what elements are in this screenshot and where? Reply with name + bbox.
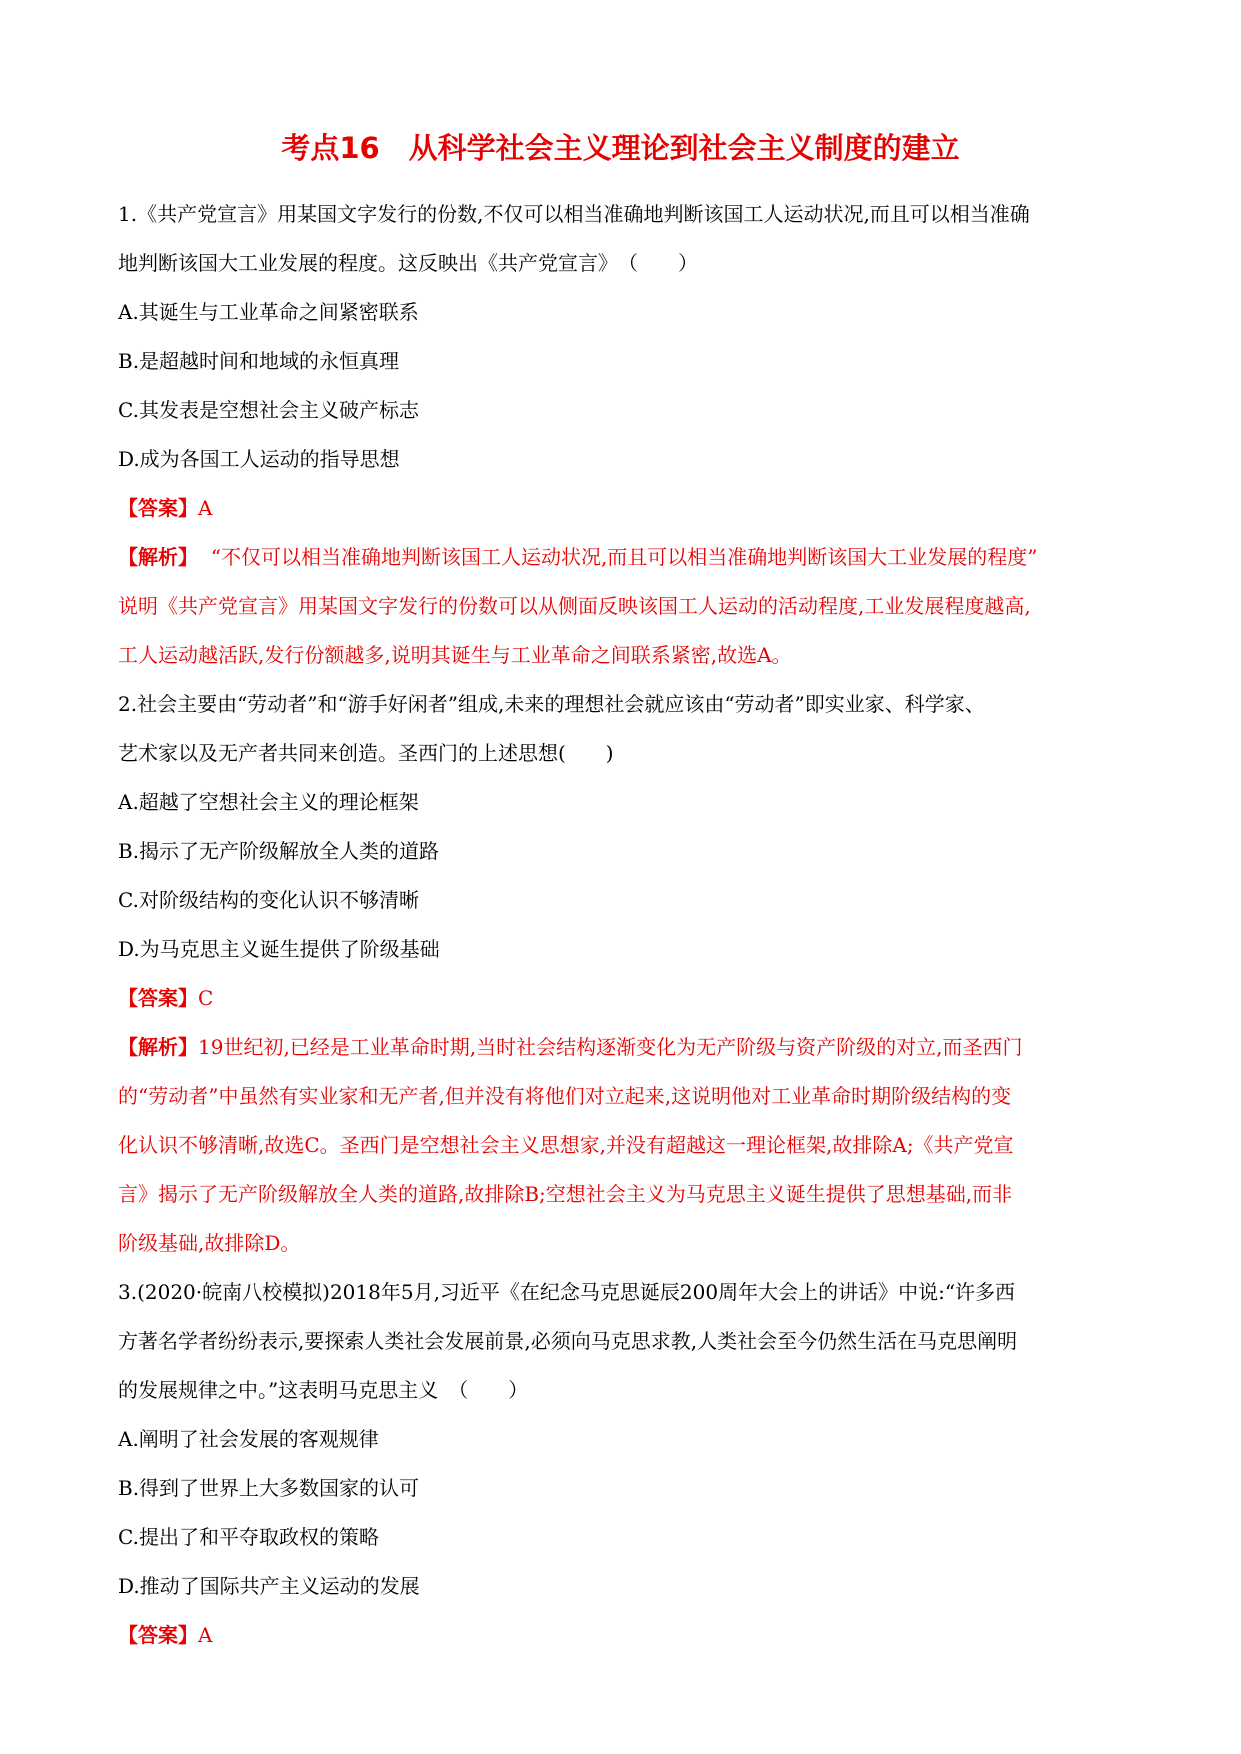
option-d: D.为马克思主义诞生提供了阶级基础: [118, 937, 440, 961]
question-stem-line: 地判断该国大工业发展的程度。这反映出《共产党宣言》 （ ）: [118, 251, 698, 275]
question-stem-line: 3.(2020·皖南八校模拟)2018年5月,习近平《在纪念马克思诞辰200周年大会上的讲话》中说:“许多西: [118, 1280, 1016, 1304]
question-stem-line: 的发展规律之中。”这表明马克思主义 （ ）: [118, 1378, 529, 1402]
option-d: D.成为各国工人运动的指导思想: [118, 447, 400, 471]
answer-label: 【答案】: [118, 1623, 198, 1647]
analysis-line: 化认识不够清晰,故选C。圣西门是空想社会主义思想家,并没有超越这一理论框架,故排除A;《共产党宣: [118, 1133, 1014, 1157]
analysis-line: 工人运动越活跃,发行份额越多,说明其诞生与工业革命之间联系紧密,故选A。: [118, 643, 792, 667]
analysis-line: [118, 533, 1128, 582]
page-title: 考点16 从科学社会主义理论到社会主义制度的建立: [281, 131, 960, 165]
question-block: [118, 190, 1128, 680]
answer-label: 【答案】: [118, 986, 198, 1010]
question-block: [118, 1268, 1128, 1660]
analysis-line: 言》揭示了无产阶级解放全人类的道路,故排除B;空想社会主义为马克思主义诞生提供了思想基础,而非: [118, 1182, 1013, 1206]
analysis-text: 19世纪初,已经是工业革命时期,当时社会结构逐渐变化为无产阶级与资产阶级的对立,而圣西门: [198, 1035, 1023, 1059]
answer-line: [118, 974, 1128, 1023]
question-stem-line: 艺术家以及无产者共同来创造。圣西门的上述思想( ): [118, 741, 614, 765]
answer-value: A: [198, 496, 213, 520]
analysis-line: 说明《共产党宣言》用某国文字发行的份数可以从侧面反映该国工人运动的活动程度,工业发展程度越高,: [118, 594, 1031, 618]
question-block: [118, 680, 1128, 1268]
answer-value: A: [198, 1623, 213, 1647]
answer-label: 【答案】: [118, 496, 198, 520]
analysis-line: [118, 1023, 1128, 1072]
option-b: B.揭示了无产阶级解放全人类的道路: [118, 839, 440, 863]
option-a: A.超越了空想社会主义的理论框架: [118, 790, 419, 814]
answer-value: C: [198, 986, 214, 1010]
analysis-label: 【解析】: [118, 545, 198, 569]
option-c: C.提出了和平夺取政权的策略: [118, 1525, 379, 1549]
option-b: B.得到了世界上大多数国家的认可: [118, 1476, 420, 1500]
option-b: B.是超越时间和地域的永恒真理: [118, 349, 400, 373]
option-c: C.其发表是空想社会主义破产标志: [118, 398, 419, 422]
question-list: [118, 190, 1128, 1660]
question-stem-line: 方著名学者纷纷表示,要探索人类社会发展前景,必须向马克思求教,人类社会至今仍然生活在马克思阐明: [118, 1329, 1018, 1353]
question-stem-line: 2.社会主要由“劳动者”和“游手好闲者”组成,未来的理想社会就应该由“劳动者”即实业家、科学家、: [118, 692, 985, 716]
option-a: A.阐明了社会发展的客观规律: [118, 1427, 379, 1451]
option-d: D.推动了国际共产主义运动的发展: [118, 1574, 420, 1598]
analysis-line: 的“劳动者”中虽然有实业家和无产者,但并没有将他们对立起来,这说明他对工业革命时期阶级结构的变: [118, 1084, 1012, 1108]
analysis-line: 阶级基础,故排除D。: [118, 1231, 301, 1255]
option-a: A.其诞生与工业革命之间紧密联系: [118, 300, 419, 324]
question-stem-line: 1.《共产党宣言》用某国文字发行的份数,不仅可以相当准确地判断该国工人运动状况,而且可以相当准确: [118, 202, 1030, 226]
analysis-label: 【解析】: [118, 1035, 198, 1059]
analysis-text: “不仅可以相当准确地判断该国工人运动状况,而且可以相当准确地判断该国大工业发展的程度”: [198, 545, 1038, 569]
option-c: C.对阶级结构的变化认识不够清晰: [118, 888, 419, 912]
answer-line: [118, 1611, 1128, 1660]
answer-line: [118, 484, 1128, 533]
